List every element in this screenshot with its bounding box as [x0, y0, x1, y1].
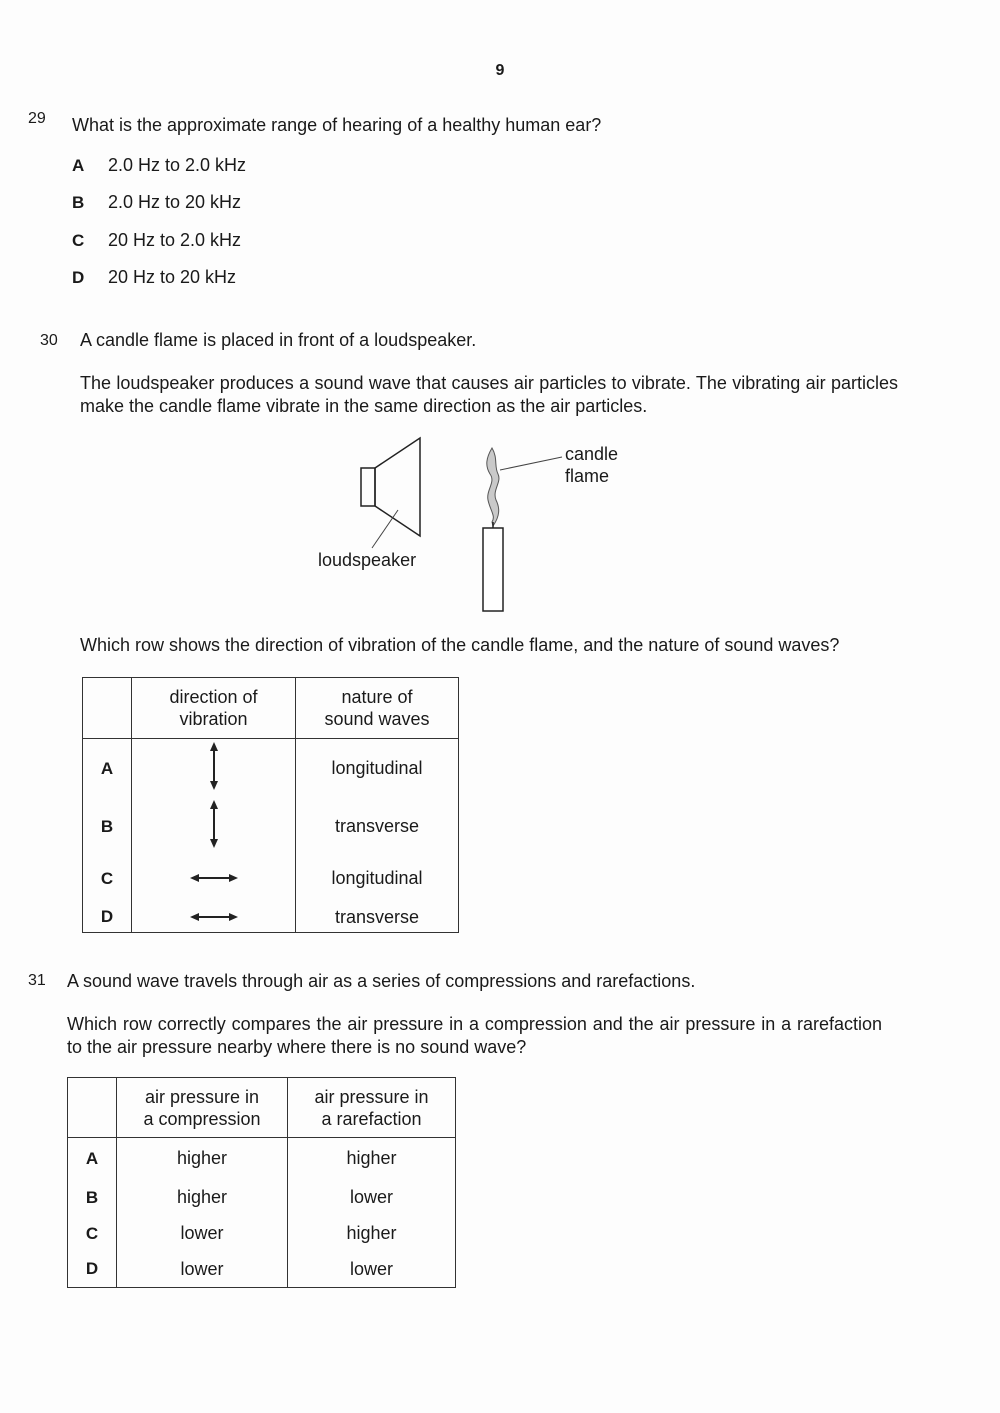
row-letter: C — [68, 1216, 117, 1252]
row-letter: A — [68, 1138, 117, 1180]
q29-option-b-text[interactable]: 2.0 Hz to 20 kHz — [108, 192, 242, 212]
row-compression: lower — [117, 1252, 288, 1288]
row-letter: B — [83, 799, 132, 855]
table-row[interactable] — [83, 799, 459, 855]
vertical-arrow-icon — [132, 739, 296, 799]
table-header-compression: air pressure in a compression — [117, 1078, 288, 1138]
q29-option-d-letter: D — [72, 268, 85, 287]
row-rarefaction: lower — [288, 1180, 456, 1216]
table-row[interactable] — [83, 855, 459, 903]
q29-option-a-text[interactable]: 2.0 Hz to 2.0 kHz — [108, 155, 247, 175]
row-letter: C — [83, 855, 132, 903]
question-29-number: 29 — [28, 110, 46, 127]
table-header-blank — [68, 1078, 117, 1138]
loudspeaker-icon — [361, 438, 420, 548]
page-number: 9 — [495, 62, 505, 79]
table-row[interactable] — [83, 903, 459, 933]
question-31-number: 31 — [28, 972, 46, 989]
row-nature: longitudinal — [296, 739, 459, 799]
table-row[interactable] — [83, 739, 459, 799]
question-31-intro: A sound wave travels through air as a series of compressions and rarefactions. — [67, 971, 696, 991]
table-header-row — [83, 678, 459, 739]
row-compression: higher — [117, 1180, 288, 1216]
table-row[interactable] — [68, 1180, 456, 1216]
q29-option-a-letter: A — [72, 156, 85, 175]
question-31-text: Which row correctly compares the air pressure in a compression and the air pressure in a rarefaction to the air pressure nearby where there is no sound wave? — [67, 1014, 882, 1057]
row-nature: transverse — [296, 799, 459, 855]
question-30-description: The loudspeaker produces a sound wave that causes air particles to vibrate. The vibrating air particles make the candle flame vibrate in the same direction as the air particles. — [80, 373, 898, 416]
row-compression: higher — [117, 1138, 288, 1180]
row-letter: A — [83, 739, 132, 799]
row-nature: longitudinal — [296, 855, 459, 903]
row-letter: D — [68, 1252, 117, 1288]
table-header-row — [68, 1078, 456, 1138]
table-header-rarefaction: air pressure in a rarefaction — [288, 1078, 456, 1138]
question-30-intro: A candle flame is placed in front of a loudspeaker. — [80, 330, 477, 350]
horizontal-arrow-icon — [132, 903, 296, 933]
table-header-nature: nature of sound waves — [296, 678, 459, 739]
table-row[interactable] — [68, 1252, 456, 1288]
question-30-number: 30 — [40, 332, 58, 349]
candle-label-line1: candle — [565, 444, 619, 464]
q29-option-c-text[interactable]: 20 Hz to 2.0 kHz — [108, 230, 242, 250]
question-30-text: Which row shows the direction of vibration of the candle flame, and the nature of sound waves? — [80, 635, 840, 655]
row-nature: transverse — [296, 903, 459, 933]
loudspeaker-label: loudspeaker — [318, 550, 417, 570]
horizontal-arrow-icon — [132, 855, 296, 903]
vertical-arrow-icon — [132, 799, 296, 855]
table-header-direction: direction of vibration — [132, 678, 296, 739]
candle-icon — [483, 448, 562, 611]
row-letter: B — [68, 1180, 117, 1216]
q29-option-b-letter: B — [72, 193, 85, 212]
row-letter: D — [83, 903, 132, 933]
question-29-text: What is the approximate range of hearing of a healthy human ear? — [72, 115, 602, 135]
candle-label-line2: flame — [565, 466, 610, 486]
table-header-blank — [83, 678, 132, 739]
row-compression: lower — [117, 1216, 288, 1252]
row-rarefaction: lower — [288, 1252, 456, 1288]
row-rarefaction: higher — [288, 1138, 456, 1180]
table-row[interactable] — [68, 1138, 456, 1180]
q29-option-d-text[interactable]: 20 Hz to 20 kHz — [108, 267, 237, 287]
row-rarefaction: higher — [288, 1216, 456, 1252]
q29-option-c-letter: C — [72, 231, 85, 250]
question-30-table — [82, 677, 459, 933]
question-31-table — [67, 1077, 456, 1288]
table-row[interactable] — [68, 1216, 456, 1252]
